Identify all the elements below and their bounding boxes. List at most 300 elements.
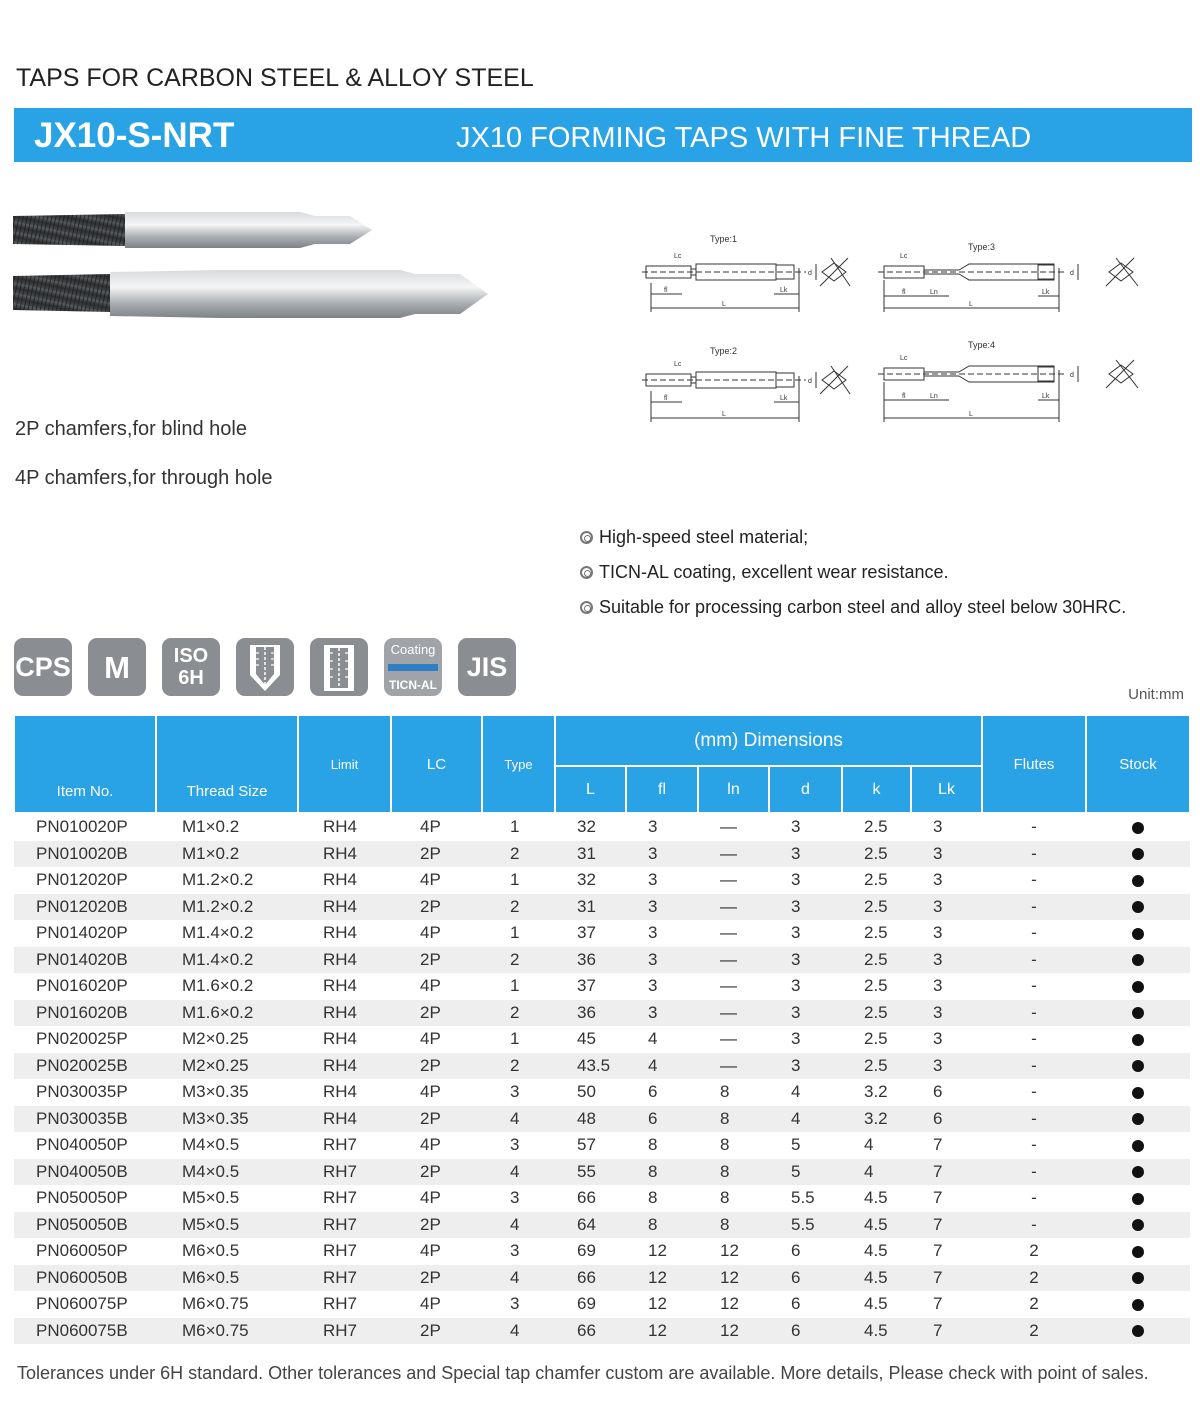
cell-stock — [1086, 947, 1190, 974]
cell-k: 2.5 — [864, 976, 888, 996]
cell-fl: 8 — [648, 1188, 658, 1208]
cell-lc: 4P — [420, 1188, 441, 1208]
cell-Lk: 7 — [911, 1265, 982, 1292]
cell-item-no: PN060075P — [36, 1294, 128, 1314]
cell-limit: RH7 — [298, 1212, 391, 1239]
coating-stripe — [388, 664, 438, 671]
cell-flutes: - — [982, 1212, 1086, 1239]
cell-type: 1 — [510, 1029, 520, 1049]
cell-thread-size: M6×0.75 — [182, 1294, 249, 1314]
jis-badge — [458, 638, 516, 696]
cell-limit: RH4 — [323, 870, 358, 890]
cell-type: 2 — [482, 947, 555, 974]
header-fl: fl — [626, 766, 698, 813]
cell-type: 2 — [482, 1000, 555, 1027]
cell-lc: 2P — [391, 1159, 482, 1186]
cell-ln: — — [720, 976, 737, 996]
cell-k: 4.5 — [864, 1241, 888, 1261]
header-thread-size: Thread Size — [156, 715, 298, 813]
table-row — [14, 1238, 1190, 1265]
cps-badge — [14, 638, 72, 696]
header-d: d — [769, 766, 842, 813]
type-4-lc: Lc — [900, 355, 908, 362]
cell-limit: RH7 — [323, 1135, 358, 1155]
stock-dot-icon — [1132, 1219, 1144, 1231]
cell-item-no: PN010020B — [14, 841, 156, 868]
cell-flutes: - — [1031, 1188, 1037, 1208]
cell-d: 3 — [769, 1053, 842, 1080]
header-dimensions: (mm) Dimensions — [555, 715, 982, 766]
cell-lc: 2P — [391, 1106, 482, 1133]
cell-lc: 2P — [391, 1265, 482, 1292]
stock-dot-icon — [1132, 1299, 1144, 1311]
cell-ln: — — [720, 1029, 737, 1049]
cell-Lk: 3 — [911, 1053, 982, 1080]
type-2-l: L — [722, 411, 726, 418]
cell-stock — [1086, 1159, 1190, 1186]
cell-item-no: PN014020B — [14, 947, 156, 974]
table-row — [14, 1106, 1190, 1133]
cell-stock — [1086, 1318, 1190, 1345]
cell-L: 66 — [555, 1265, 626, 1292]
cell-L: 57 — [577, 1135, 596, 1155]
cell-thread-size: M2×0.25 — [156, 1053, 298, 1080]
cell-fl: 3 — [648, 923, 658, 943]
cell-L: 50 — [577, 1082, 596, 1102]
cell-k: 2.5 — [864, 817, 888, 837]
cell-ln: 12 — [698, 1318, 769, 1345]
cell-fl: 8 — [626, 1212, 698, 1239]
cell-lc: 4P — [420, 817, 441, 837]
cell-type: 1 — [510, 923, 520, 943]
cell-k: 4.5 — [842, 1265, 911, 1292]
cell-d: 4 — [769, 1106, 842, 1133]
stock-dot-icon — [1132, 1087, 1144, 1099]
cell-limit: RH7 — [323, 1241, 358, 1261]
cell-flutes: 2 — [982, 1318, 1086, 1345]
stock-dot-icon — [1132, 1140, 1144, 1152]
cell-type: 1 — [510, 817, 520, 837]
cell-item-no: PN030035B — [14, 1106, 156, 1133]
stock-dot-icon — [1132, 1034, 1144, 1046]
cell-fl: 4 — [626, 1053, 698, 1080]
cell-stock — [1086, 1238, 1190, 1265]
cps-badge-label: CPS — [15, 651, 71, 682]
cell-limit: RH7 — [323, 1188, 358, 1208]
cell-limit: RH4 — [298, 894, 391, 921]
stock-dot-icon — [1132, 1166, 1144, 1178]
cell-type: 3 — [510, 1082, 520, 1102]
cell-d: 6 — [791, 1294, 801, 1314]
cell-L: 43.5 — [555, 1053, 626, 1080]
header-ln: ln — [698, 766, 769, 813]
cell-stock — [1086, 1026, 1190, 1053]
cell-lc: 4P — [420, 976, 441, 996]
cell-ln: — — [720, 870, 737, 890]
type-2-label: Type:2 — [710, 346, 738, 356]
cell-flutes: - — [1031, 976, 1037, 996]
cell-k: 3.2 — [842, 1106, 911, 1133]
feature-text: Suitable for processing carbon steel and alloy steel below 30HRC. — [599, 597, 1127, 617]
cell-lc: 2P — [391, 1318, 482, 1345]
cell-ln: — — [698, 1000, 769, 1027]
cell-limit: RH7 — [298, 1265, 391, 1292]
table-row — [14, 1212, 1190, 1239]
cell-stock — [1086, 841, 1190, 868]
tolerance-badge-label: 6H — [178, 667, 204, 689]
coating-badge-label: Coating — [390, 642, 436, 657]
cell-flutes: - — [982, 1106, 1086, 1133]
cell-item-no: PN040050P — [36, 1135, 128, 1155]
cell-L: 31 — [555, 841, 626, 868]
chamfer-tap-glyph — [242, 641, 288, 693]
cell-type: 4 — [482, 1318, 555, 1345]
feature-item — [580, 555, 1126, 590]
cell-thread-size: M3×0.35 — [182, 1082, 249, 1102]
cell-stock — [1086, 973, 1190, 1000]
header-L: L — [555, 766, 626, 813]
type-4-lk: Lk — [1042, 393, 1050, 400]
cell-ln: 8 — [698, 1159, 769, 1186]
header-item-no: Item No. — [14, 715, 156, 813]
product-banner — [14, 108, 1192, 162]
cell-ln: — — [720, 923, 737, 943]
cell-limit: RH4 — [323, 817, 358, 837]
stock-dot-icon — [1132, 1007, 1144, 1019]
type-2-d: d — [808, 378, 812, 385]
type-3-ln: Ln — [930, 289, 938, 296]
cell-Lk: 6 — [933, 1082, 943, 1102]
cell-Lk: 3 — [911, 1000, 982, 1027]
cell-type: 3 — [510, 1241, 520, 1261]
jis-badge-label: JIS — [466, 651, 508, 682]
cell-L: 69 — [577, 1294, 596, 1314]
cell-fl: 12 — [626, 1265, 698, 1292]
type-2-lc: Lc — [674, 361, 682, 368]
stock-dot-icon — [1132, 1325, 1144, 1337]
cell-lc: 4P — [420, 1135, 441, 1155]
cell-d: 3 — [769, 1000, 842, 1027]
cell-flutes: - — [982, 1000, 1086, 1027]
cell-L: 37 — [577, 923, 596, 943]
straight-tap-icon — [310, 638, 368, 696]
type-3-l: L — [969, 301, 973, 308]
cell-fl: 12 — [648, 1241, 667, 1261]
iso-6h-badge — [162, 638, 220, 696]
cell-limit: RH7 — [298, 1159, 391, 1186]
cell-Lk: 3 — [911, 841, 982, 868]
cell-fl: 8 — [626, 1159, 698, 1186]
cell-k: 2.5 — [842, 947, 911, 974]
cell-d: 3 — [791, 923, 801, 943]
feature-text: TICN-AL coating, excellent wear resistance. — [599, 562, 949, 582]
feature-text: High-speed steel material; — [599, 527, 809, 547]
cell-fl: 6 — [626, 1106, 698, 1133]
cell-Lk: 3 — [933, 817, 943, 837]
cell-stock — [1086, 920, 1190, 947]
cell-item-no: PN016020P — [36, 976, 128, 996]
cell-Lk: 3 — [933, 1029, 943, 1049]
taps-photo — [10, 200, 500, 330]
cell-L: 55 — [555, 1159, 626, 1186]
type-4-fl: fl — [902, 393, 906, 400]
cell-fl: 3 — [626, 841, 698, 868]
cell-flutes: - — [982, 1053, 1086, 1080]
cell-type: 3 — [510, 1294, 520, 1314]
cell-ln: 8 — [720, 1188, 730, 1208]
type-4-label: Type:4 — [968, 340, 996, 350]
cell-d: 5 — [769, 1159, 842, 1186]
cell-k: 4 — [864, 1135, 874, 1155]
table-row — [14, 841, 1190, 868]
note-blind-hole: 2P chamfers,for blind hole — [15, 418, 247, 440]
cell-k: 2.5 — [864, 870, 888, 890]
cell-flutes: - — [1031, 1029, 1037, 1049]
coating-type-label: TICN-AL — [389, 678, 437, 692]
stock-dot-icon — [1132, 822, 1144, 834]
cell-ln: 12 — [698, 1265, 769, 1292]
header-stock: Stock — [1086, 715, 1190, 813]
type-1-lc: Lc — [674, 253, 682, 260]
cell-Lk: 7 — [911, 1212, 982, 1239]
cell-L: 69 — [577, 1241, 596, 1261]
stock-dot-icon — [1132, 1193, 1144, 1205]
cell-fl: 12 — [648, 1294, 667, 1314]
cell-L: 32 — [577, 817, 596, 837]
table-row — [14, 947, 1190, 974]
cell-lc: 2P — [391, 1053, 482, 1080]
header-limit: Limit — [298, 715, 391, 813]
header-type: Type — [482, 715, 555, 813]
cell-ln: 8 — [720, 1135, 730, 1155]
cell-flutes: - — [982, 894, 1086, 921]
cell-thread-size: M1.6×0.2 — [156, 1000, 298, 1027]
cell-d: 6 — [769, 1318, 842, 1345]
stock-dot-icon — [1132, 848, 1144, 860]
cell-ln: — — [698, 947, 769, 974]
stock-dot-icon — [1132, 1246, 1144, 1258]
cell-flutes: - — [982, 841, 1086, 868]
cell-k: 2.5 — [842, 894, 911, 921]
cell-ln: 8 — [720, 1082, 730, 1102]
cell-ln: 12 — [720, 1241, 739, 1261]
table-row — [14, 1000, 1190, 1027]
cell-item-no: PN050050P — [36, 1188, 128, 1208]
cell-fl: 3 — [626, 894, 698, 921]
cell-Lk: 7 — [933, 1135, 943, 1155]
cell-thread-size: M4×0.5 — [182, 1135, 240, 1155]
cell-d: 3 — [769, 841, 842, 868]
cell-thread-size: M1×0.2 — [156, 841, 298, 868]
coating-badge — [384, 638, 442, 696]
cell-lc: 2P — [391, 894, 482, 921]
type-1-lk: Lk — [780, 287, 788, 294]
stock-dot-icon — [1132, 1060, 1144, 1072]
table-row — [14, 1132, 1190, 1159]
cell-k: 2.5 — [842, 1053, 911, 1080]
cell-item-no: PN020025P — [36, 1029, 128, 1049]
circle-bullet-icon — [580, 601, 593, 614]
cell-stock — [1086, 1265, 1190, 1292]
cell-lc: 4P — [420, 1082, 441, 1102]
stock-dot-icon — [1132, 981, 1144, 993]
cell-d: 4 — [791, 1082, 801, 1102]
cell-d: 5.5 — [769, 1212, 842, 1239]
cell-ln: 8 — [698, 1106, 769, 1133]
table-row — [14, 1159, 1190, 1186]
cell-flutes: 2 — [1029, 1241, 1039, 1261]
cell-k: 2.5 — [842, 841, 911, 868]
cell-flutes: - — [1031, 1135, 1037, 1155]
circle-bullet-icon — [580, 566, 593, 579]
type-4-d: d — [1070, 372, 1074, 379]
cell-k: 2.5 — [842, 1000, 911, 1027]
cell-d: 3 — [769, 894, 842, 921]
cell-d: 3 — [791, 976, 801, 996]
cell-thread-size: M1.2×0.2 — [156, 894, 298, 921]
cell-ln: — — [698, 841, 769, 868]
table-row — [14, 1053, 1190, 1080]
header-lc: LC — [391, 715, 482, 813]
cell-thread-size: M1.4×0.2 — [182, 923, 254, 943]
cell-ln: 12 — [720, 1294, 739, 1314]
type-3-lk: Lk — [1042, 289, 1050, 296]
cell-L: 36 — [555, 1000, 626, 1027]
cell-item-no: PN060075B — [14, 1318, 156, 1345]
table-row — [14, 1026, 1190, 1053]
cell-thread-size: M6×0.5 — [182, 1241, 240, 1261]
cell-L: 66 — [577, 1188, 596, 1208]
cell-Lk: 7 — [911, 1318, 982, 1345]
cell-type: 3 — [510, 1135, 520, 1155]
table-row — [14, 1185, 1190, 1212]
cell-item-no: PN050050B — [14, 1212, 156, 1239]
cell-type: 4 — [482, 1159, 555, 1186]
note-through-hole: 4P chamfers,for through hole — [15, 467, 273, 489]
cell-flutes: - — [982, 1159, 1086, 1186]
cell-thread-size: M1.4×0.2 — [156, 947, 298, 974]
cell-d: 5.5 — [791, 1188, 815, 1208]
cell-fl: 8 — [648, 1135, 658, 1155]
cell-Lk: 7 — [933, 1188, 943, 1208]
cell-thread-size: M1.6×0.2 — [182, 976, 254, 996]
cell-lc: 2P — [391, 947, 482, 974]
cell-d: 6 — [791, 1241, 801, 1261]
cell-type: 2 — [482, 841, 555, 868]
cell-thread-size: M1.2×0.2 — [182, 870, 254, 890]
cell-item-no: PN012020B — [14, 894, 156, 921]
cell-Lk: 3 — [911, 947, 982, 974]
cell-limit: RH7 — [298, 1318, 391, 1345]
cell-fl: 4 — [648, 1029, 658, 1049]
cell-ln: — — [720, 817, 737, 837]
type-4-ln: Ln — [930, 393, 938, 400]
cell-fl: 6 — [648, 1082, 658, 1102]
cell-type: 1 — [510, 870, 520, 890]
cell-d: 3 — [769, 947, 842, 974]
cell-k: 4 — [842, 1159, 911, 1186]
iso-badge-label: ISO — [173, 645, 209, 667]
cell-thread-size: M1×0.2 — [182, 817, 240, 837]
table-row — [14, 1079, 1190, 1106]
cell-Lk: 7 — [933, 1241, 943, 1261]
cell-limit: RH4 — [298, 947, 391, 974]
unit-label: Unit:mm — [1128, 686, 1184, 703]
cell-Lk: 3 — [933, 923, 943, 943]
cell-k: 4.5 — [864, 1294, 888, 1314]
type-2-lk: Lk — [780, 395, 788, 402]
cell-item-no: PN014020P — [36, 923, 128, 943]
cell-lc: 4P — [420, 1294, 441, 1314]
table-row — [14, 920, 1190, 947]
stock-dot-icon — [1132, 928, 1144, 940]
cell-limit: RH4 — [323, 1029, 358, 1049]
cell-k: 4.5 — [842, 1318, 911, 1345]
cell-stock — [1086, 1185, 1190, 1212]
metric-badge-label: M — [104, 649, 130, 685]
type-3-lc: Lc — [900, 253, 908, 260]
cell-fl: 3 — [626, 947, 698, 974]
cell-limit: RH4 — [323, 1082, 358, 1102]
cell-stock — [1086, 1053, 1190, 1080]
cell-fl: 3 — [626, 1000, 698, 1027]
cell-Lk: 3 — [911, 894, 982, 921]
technical-drawings — [634, 228, 1154, 438]
cell-d: 6 — [769, 1265, 842, 1292]
cell-type: 4 — [482, 1265, 555, 1292]
type-1-label: Type:1 — [710, 234, 738, 244]
table-row — [14, 813, 1190, 841]
cell-lc: 2P — [391, 1212, 482, 1239]
feature-item — [580, 520, 1126, 555]
cell-flutes: - — [1031, 870, 1037, 890]
table-row — [14, 867, 1190, 894]
cell-limit: RH4 — [323, 976, 358, 996]
cell-item-no: PN030035P — [36, 1082, 128, 1102]
cell-d: 3 — [791, 817, 801, 837]
cell-item-no: PN040050B — [14, 1159, 156, 1186]
cell-stock — [1086, 867, 1190, 894]
stock-dot-icon — [1132, 954, 1144, 966]
tap-long — [13, 270, 488, 318]
cell-Lk: 7 — [911, 1159, 982, 1186]
header-Lk: Lk — [911, 766, 982, 813]
cell-flutes: - — [1031, 1082, 1037, 1102]
cell-Lk: 7 — [933, 1294, 943, 1314]
cell-flutes: - — [982, 947, 1086, 974]
cell-k: 3.2 — [864, 1082, 888, 1102]
cell-L: 37 — [577, 976, 596, 996]
cell-k: 4.5 — [842, 1212, 911, 1239]
cell-stock — [1086, 1079, 1190, 1106]
cell-lc: 4P — [420, 1029, 441, 1049]
cell-item-no: PN010020P — [36, 817, 128, 837]
table-row — [14, 973, 1190, 1000]
cell-thread-size: M5×0.5 — [182, 1188, 240, 1208]
cell-stock — [1086, 894, 1190, 921]
type-3-d: d — [1070, 270, 1074, 277]
cell-lc: 2P — [391, 1000, 482, 1027]
type-1-l: L — [722, 301, 726, 308]
tap-short — [13, 212, 372, 248]
stock-dot-icon — [1132, 875, 1144, 887]
cell-item-no: PN016020B — [14, 1000, 156, 1027]
footer-note: Tolerances under 6H standard. Other tolerances and Special tap chamfer custom are available. More details, Please check with point of sales. — [17, 1363, 1149, 1383]
table-row — [14, 894, 1190, 921]
cell-fl: 3 — [648, 870, 658, 890]
spec-badges — [14, 638, 516, 696]
cell-fl: 12 — [626, 1318, 698, 1345]
